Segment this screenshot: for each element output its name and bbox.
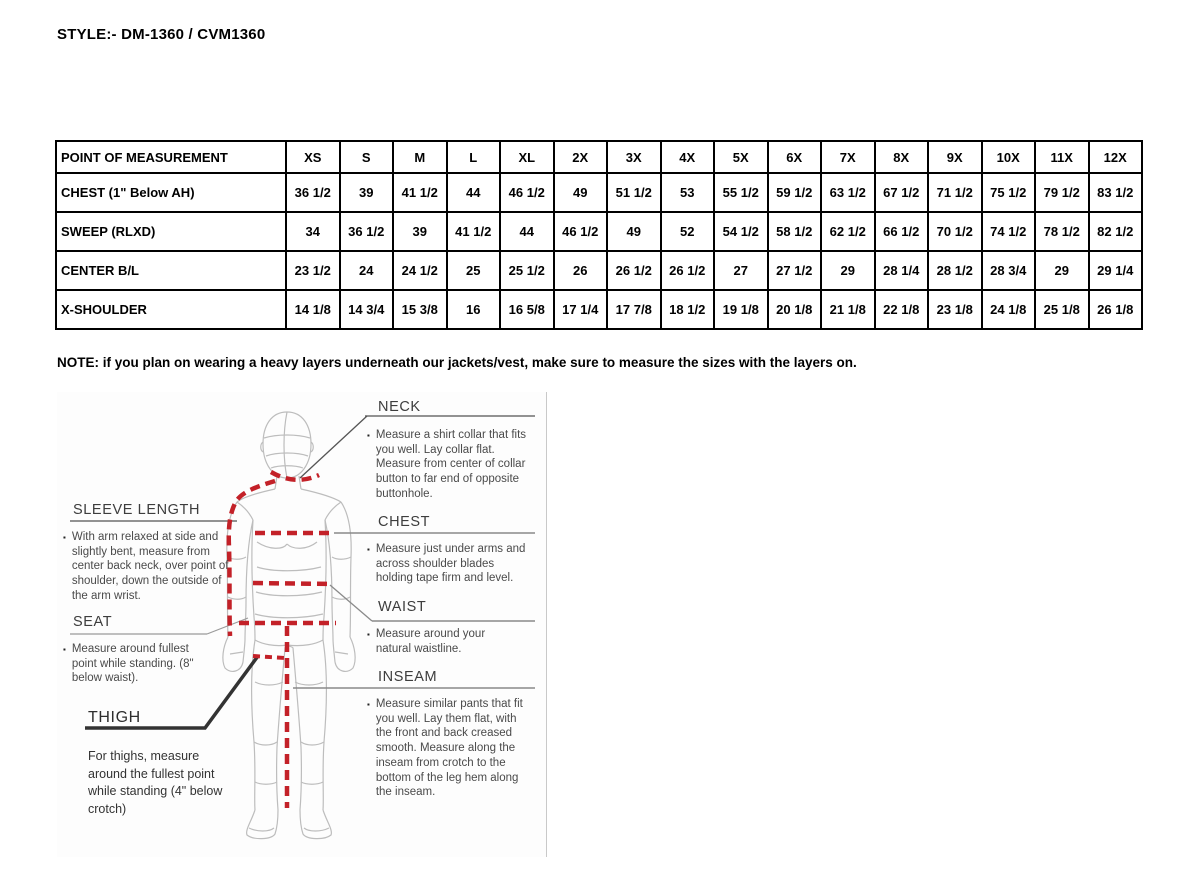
- neck-pointer-line: [300, 416, 367, 478]
- size-value-cell: 51 1/2: [607, 173, 661, 212]
- col-header-size-8x: 8X: [875, 141, 929, 173]
- size-value-cell: 23 1/8: [928, 290, 982, 329]
- size-value-cell: 15 3/8: [393, 290, 447, 329]
- size-value-cell: 26 1/8: [1089, 290, 1143, 329]
- size-value-cell: 29: [821, 251, 875, 290]
- size-value-cell: 34: [286, 212, 340, 251]
- size-value-cell: 36 1/2: [286, 173, 340, 212]
- size-value-cell: 17 1/4: [554, 290, 608, 329]
- row-label: CHEST (1" Below AH): [56, 173, 286, 212]
- col-header-size-2x: 2X: [554, 141, 608, 173]
- neck-label: [367, 399, 539, 502]
- header-row: [56, 141, 1142, 173]
- sleeve-length-desc: ▪ With arm relaxed at side and slightly bent, measure from center back neck, over point of shoulder, down the outside of the arm wrist.: [63, 531, 229, 602]
- inseam-label: [367, 669, 539, 800]
- col-header-size-9x: 9X: [928, 141, 982, 173]
- size-value-cell: 29 1/4: [1089, 251, 1143, 290]
- size-value-cell: 17 7/8: [607, 290, 661, 329]
- waist-desc: ▪ Measure around your natural waistline.: [367, 628, 486, 655]
- size-chart-body: [56, 173, 1142, 329]
- size-value-cell: 71 1/2: [928, 173, 982, 212]
- row-label: X-SHOULDER: [56, 290, 286, 329]
- bullet-icon: ▪: [367, 630, 370, 639]
- bullet-icon: ▪: [63, 533, 66, 542]
- col-header-size-5x: 5X: [714, 141, 768, 173]
- size-value-cell: 28 1/4: [875, 251, 929, 290]
- size-value-cell: 63 1/2: [821, 173, 875, 212]
- col-header-size-6x: 6X: [768, 141, 822, 173]
- size-value-cell: 24: [340, 251, 394, 290]
- seat-desc: ▪ Measure around fullest point while standing. (8" below waist).: [63, 643, 194, 685]
- size-value-cell: 29: [1035, 251, 1089, 290]
- measurement-note: NOTE: if you plan on wearing a heavy layers underneath our jackets/vest, make sure to measure the sizes with the layers on.: [57, 355, 857, 370]
- thigh-title: THIGH: [88, 709, 141, 726]
- size-value-cell: 27: [714, 251, 768, 290]
- size-value-cell: 14 3/4: [340, 290, 394, 329]
- size-value-cell: 70 1/2: [928, 212, 982, 251]
- sleeve-length-label: [63, 502, 245, 604]
- chest-label: [367, 514, 539, 586]
- neck-title: NECK: [378, 399, 421, 415]
- size-value-cell: 66 1/2: [875, 212, 929, 251]
- table-row: [56, 173, 1142, 212]
- waist-measure-line: [253, 583, 332, 584]
- col-header-size-xl: XL: [500, 141, 554, 173]
- table-row: [56, 251, 1142, 290]
- size-value-cell: 22 1/8: [875, 290, 929, 329]
- size-value-cell: 16 5/8: [500, 290, 554, 329]
- chest-title: CHEST: [378, 514, 431, 530]
- size-value-cell: 24 1/8: [982, 290, 1036, 329]
- size-value-cell: 36 1/2: [340, 212, 394, 251]
- row-label: SWEEP (RLXD): [56, 212, 286, 251]
- size-value-cell: 28 1/2: [928, 251, 982, 290]
- bullet-icon: ▪: [367, 431, 370, 440]
- size-value-cell: 54 1/2: [714, 212, 768, 251]
- size-value-cell: 74 1/2: [982, 212, 1036, 251]
- thigh-measure-line: [253, 656, 285, 658]
- inseam-desc: ▪ Measure similar pants that fit you well. Lay them flat, with the front and back creased smooth. Measure along the inseam from crotch to the bottom of the leg hem along the inseam.: [367, 698, 523, 799]
- size-value-cell: 39: [340, 173, 394, 212]
- size-value-cell: 79 1/2: [1035, 173, 1089, 212]
- size-value-cell: 39: [393, 212, 447, 251]
- bullet-icon: ▪: [367, 545, 370, 554]
- size-value-cell: 49: [554, 173, 608, 212]
- size-chart-table: [55, 140, 1143, 330]
- size-value-cell: 18 1/2: [661, 290, 715, 329]
- size-value-cell: 44: [447, 173, 501, 212]
- bullet-icon: ▪: [367, 700, 370, 709]
- size-value-cell: 67 1/2: [875, 173, 929, 212]
- size-value-cell: 25: [447, 251, 501, 290]
- col-header-size-4x: 4X: [661, 141, 715, 173]
- size-value-cell: 82 1/2: [1089, 212, 1143, 251]
- how-to-measure-diagram: [57, 392, 547, 857]
- neck-desc: ▪ Measure a shirt collar that fits you well. Lay collar flat. Measure from center of collar button to far end of opposite buttonhole.: [367, 429, 527, 500]
- size-value-cell: 46 1/2: [554, 212, 608, 251]
- waist-label: [367, 599, 539, 656]
- size-value-cell: 26 1/2: [661, 251, 715, 290]
- size-value-cell: 53: [661, 173, 715, 212]
- col-header-size-12x: 12X: [1089, 141, 1143, 173]
- col-header-size-3x: 3X: [607, 141, 661, 173]
- size-chart-header: [56, 141, 1142, 173]
- table-row: [56, 212, 1142, 251]
- size-value-cell: 41 1/2: [447, 212, 501, 251]
- size-value-cell: 26 1/2: [607, 251, 661, 290]
- style-title: STYLE:- DM-1360 / CVM1360: [57, 26, 266, 43]
- size-value-cell: 14 1/8: [286, 290, 340, 329]
- size-value-cell: 62 1/2: [821, 212, 875, 251]
- size-value-cell: 44: [500, 212, 554, 251]
- col-header-point-of-measurement: POINT OF MEASUREMENT: [56, 141, 286, 173]
- sleeve-length-title: SLEEVE LENGTH: [73, 502, 201, 518]
- thigh-desc: For thighs, measure around the fullest point while standing (4" below crotch): [88, 749, 223, 816]
- size-value-cell: 20 1/8: [768, 290, 822, 329]
- size-value-cell: 19 1/8: [714, 290, 768, 329]
- bullet-icon: ▪: [63, 645, 66, 654]
- col-header-size-m: M: [393, 141, 447, 173]
- size-value-cell: 41 1/2: [393, 173, 447, 212]
- seat-title: SEAT: [73, 614, 113, 630]
- row-label: CENTER B/L: [56, 251, 286, 290]
- size-value-cell: 52: [661, 212, 715, 251]
- size-value-cell: 49: [607, 212, 661, 251]
- col-header-size-11x: 11X: [1035, 141, 1089, 173]
- size-value-cell: 58 1/2: [768, 212, 822, 251]
- size-value-cell: 59 1/2: [768, 173, 822, 212]
- col-header-size-7x: 7X: [821, 141, 875, 173]
- size-value-cell: 21 1/8: [821, 290, 875, 329]
- size-value-cell: 46 1/2: [500, 173, 554, 212]
- waist-title: WAIST: [378, 599, 427, 615]
- inseam-title: INSEAM: [378, 669, 438, 685]
- thigh-label: [88, 709, 248, 818]
- size-value-cell: 23 1/2: [286, 251, 340, 290]
- size-value-cell: 25 1/8: [1035, 290, 1089, 329]
- size-value-cell: 27 1/2: [768, 251, 822, 290]
- size-value-cell: 28 3/4: [982, 251, 1036, 290]
- col-header-size-10x: 10X: [982, 141, 1036, 173]
- seat-label: [63, 614, 228, 686]
- size-value-cell: 55 1/2: [714, 173, 768, 212]
- size-value-cell: 24 1/2: [393, 251, 447, 290]
- chest-desc: ▪ Measure just under arms and across shoulder blades holding tape firm and level.: [367, 543, 526, 585]
- col-header-size-s: S: [340, 141, 394, 173]
- table-row: [56, 290, 1142, 329]
- size-value-cell: 16: [447, 290, 501, 329]
- size-value-cell: 78 1/2: [1035, 212, 1089, 251]
- col-header-size-l: L: [447, 141, 501, 173]
- col-header-size-xs: XS: [286, 141, 340, 173]
- size-value-cell: 26: [554, 251, 608, 290]
- size-value-cell: 83 1/2: [1089, 173, 1143, 212]
- size-value-cell: 25 1/2: [500, 251, 554, 290]
- size-value-cell: 75 1/2: [982, 173, 1036, 212]
